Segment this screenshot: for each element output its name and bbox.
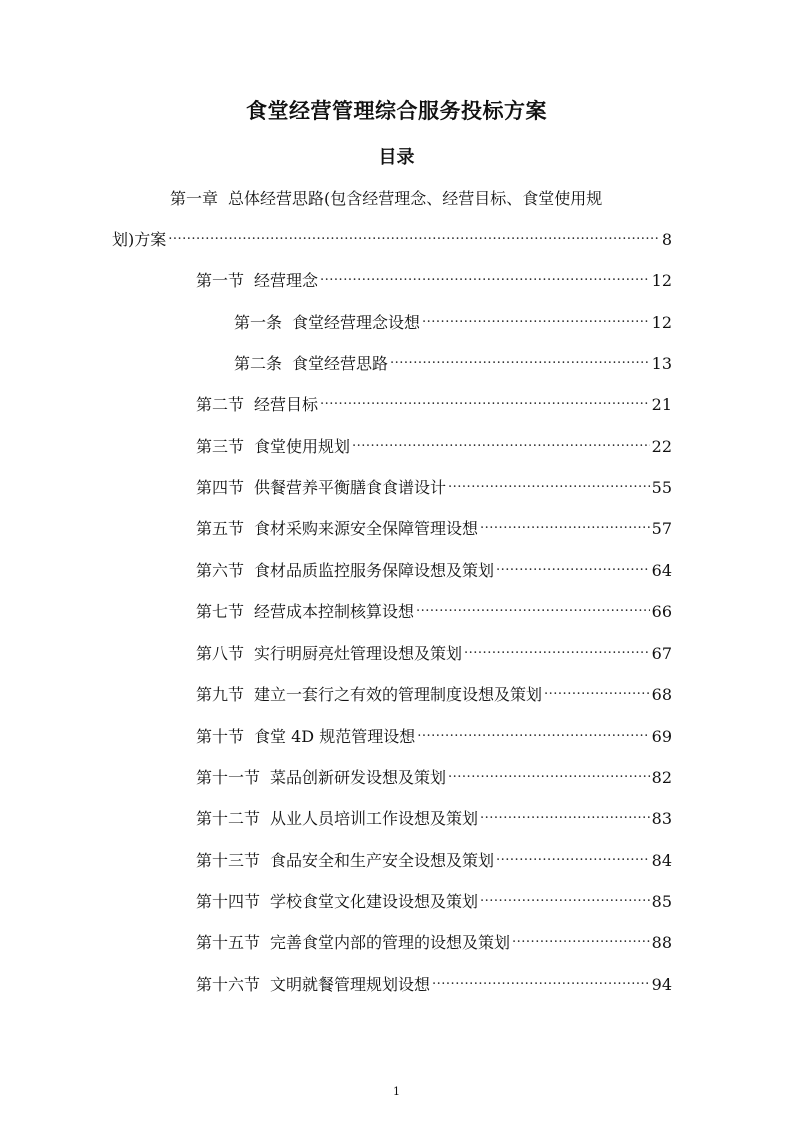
- toc-page-number: 57: [651, 519, 672, 538]
- toc-entry-title: 食材采购来源安全保障管理设想: [254, 519, 479, 538]
- toc-entry[interactable]: [196, 930, 672, 956]
- toc-dot-leader: [480, 810, 650, 824]
- toc-entry[interactable]: [196, 558, 672, 584]
- toc-page-number: 69: [651, 727, 672, 746]
- toc-entry-number: 第十六节: [196, 975, 261, 994]
- toc-page-number: 88: [651, 933, 672, 952]
- toc-page-number: 55: [651, 478, 672, 497]
- toc-entry-number: 第十四节: [196, 892, 261, 911]
- toc-heading: 目录: [378, 147, 415, 168]
- toc-entry-number: 第二条: [234, 354, 283, 373]
- toc-entry[interactable]: [196, 516, 672, 542]
- toc-dot-leader: [448, 479, 650, 493]
- toc-page-number: 22: [651, 437, 672, 456]
- toc-dot-leader: [496, 562, 650, 576]
- toc-entry-number: 第十五节: [196, 933, 261, 952]
- document-title: 食堂经营管理综合服务投标方案: [246, 99, 547, 123]
- toc-entry[interactable]: [234, 310, 672, 336]
- toc-entry-title: 实行明厨亮灶管理设想及策划: [254, 644, 463, 663]
- toc-chapter-heading[interactable]: [170, 186, 670, 212]
- toc-entry-number: 第一条: [234, 313, 283, 332]
- toc-dot-leader: [417, 728, 649, 742]
- toc-entry[interactable]: [196, 848, 672, 874]
- toc-page-number: 84: [651, 851, 672, 870]
- toc-dot-leader: [432, 976, 650, 990]
- toc-page-number: 8: [661, 230, 672, 249]
- toc-entry[interactable]: [196, 599, 672, 625]
- toc-dot-leader: [464, 645, 650, 659]
- toc-entry[interactable]: [234, 351, 672, 377]
- toc-entry[interactable]: [196, 765, 672, 791]
- toc-entry-title: 经营成本控制核算设想: [254, 602, 415, 621]
- toc-entry-number: 第五节: [196, 519, 245, 538]
- toc-entry-title: 从业人员培训工作设想及策划: [270, 809, 479, 828]
- toc-entry[interactable]: [196, 682, 672, 708]
- toc-page-number: 94: [651, 975, 672, 994]
- toc-dot-leader: [480, 893, 650, 907]
- toc-page-number: 64: [651, 561, 672, 580]
- toc-entry-title: 划)方案: [112, 230, 167, 249]
- toc-entry-number: 第六节: [196, 561, 245, 580]
- toc-entry-number: 第十节: [196, 727, 245, 746]
- toc-entry[interactable]: [196, 268, 672, 294]
- toc-page-number: 82: [651, 768, 672, 787]
- toc-chapter-title: 总体经营思路(包含经营理念、经营目标、食堂使用规: [228, 189, 603, 208]
- toc-entry-number: 第八节: [196, 644, 245, 663]
- toc-entry-title: 完善食堂内部的管理的设想及策划: [270, 933, 511, 952]
- toc-entry-title: 建立一套行之有效的管理制度设想及策划: [254, 685, 543, 704]
- toc-entry-title: 经营理念: [254, 271, 319, 290]
- page-number-footer: 1: [393, 1085, 400, 1098]
- toc-chapter-continuation[interactable]: [112, 227, 672, 253]
- toc-entry-number: 第二节: [196, 395, 245, 414]
- toc-entry-title: 食堂使用规划: [254, 437, 351, 456]
- toc-entry[interactable]: [196, 475, 672, 501]
- toc-entry-number: 第十三节: [196, 851, 261, 870]
- toc-dot-leader: [352, 438, 650, 452]
- toc-page-number: 85: [651, 892, 672, 911]
- toc-dot-leader: [422, 314, 650, 328]
- toc-entry-number: 第十二节: [196, 809, 261, 828]
- toc-entry-title: 供餐营养平衡膳食食谱设计: [254, 478, 447, 497]
- toc-page-number: 83: [651, 809, 672, 828]
- toc-entry[interactable]: [196, 806, 672, 832]
- toc-entry[interactable]: [196, 972, 672, 998]
- toc-entry[interactable]: [196, 392, 672, 418]
- toc-dot-leader: [390, 355, 650, 369]
- toc-entry-title: 菜品创新研发设想及策划: [270, 768, 447, 787]
- toc-entry-number: 第三节: [196, 437, 245, 456]
- toc-dot-leader: [168, 231, 660, 245]
- toc-page-number: 12: [651, 271, 672, 290]
- toc-dot-leader: [416, 603, 650, 617]
- toc-entry-number: 第七节: [196, 602, 245, 621]
- toc-entry-title: 食品安全和生产安全设想及策划: [270, 851, 495, 870]
- toc-entry-number: 第九节: [196, 685, 245, 704]
- toc-entry-title: 食堂经营理念设想: [292, 313, 421, 332]
- toc-dot-leader: [320, 396, 650, 410]
- toc-entry-number: 第四节: [196, 478, 245, 497]
- toc-entry[interactable]: [196, 889, 672, 915]
- toc-dot-leader: [480, 520, 650, 534]
- toc-dot-leader: [448, 769, 650, 783]
- toc-dot-leader: [320, 272, 650, 286]
- toc-page-number: 21: [651, 395, 672, 414]
- toc-page-number: 12: [651, 313, 672, 332]
- toc-entry[interactable]: [196, 641, 672, 667]
- toc-entry-title: 食堂经营思路: [292, 354, 389, 373]
- toc-entry-title: 食堂 4D 规范管理设想: [254, 727, 416, 746]
- toc-dot-leader: [544, 686, 650, 700]
- toc-entry-title: 学校食堂文化建设设想及策划: [270, 892, 479, 911]
- toc-entry[interactable]: [196, 724, 672, 750]
- toc-entry[interactable]: [196, 434, 672, 460]
- toc-entry-number: 第十一节: [196, 768, 261, 787]
- toc-page-number: 68: [651, 685, 672, 704]
- toc-page-number: 67: [651, 644, 672, 663]
- toc-page-number: 66: [651, 602, 672, 621]
- toc-dot-leader: [512, 934, 650, 948]
- toc-dot-leader: [496, 852, 650, 866]
- toc-entry-number: 第一节: [196, 271, 245, 290]
- toc-entry-title: 食材品质监控服务保障设想及策划: [254, 561, 495, 580]
- toc-page-number: 13: [651, 354, 672, 373]
- toc-entry-title: 经营目标: [254, 395, 319, 414]
- toc-entry-title: 文明就餐管理规划设想: [270, 975, 431, 994]
- toc-chapter-label: 第一章: [170, 189, 219, 208]
